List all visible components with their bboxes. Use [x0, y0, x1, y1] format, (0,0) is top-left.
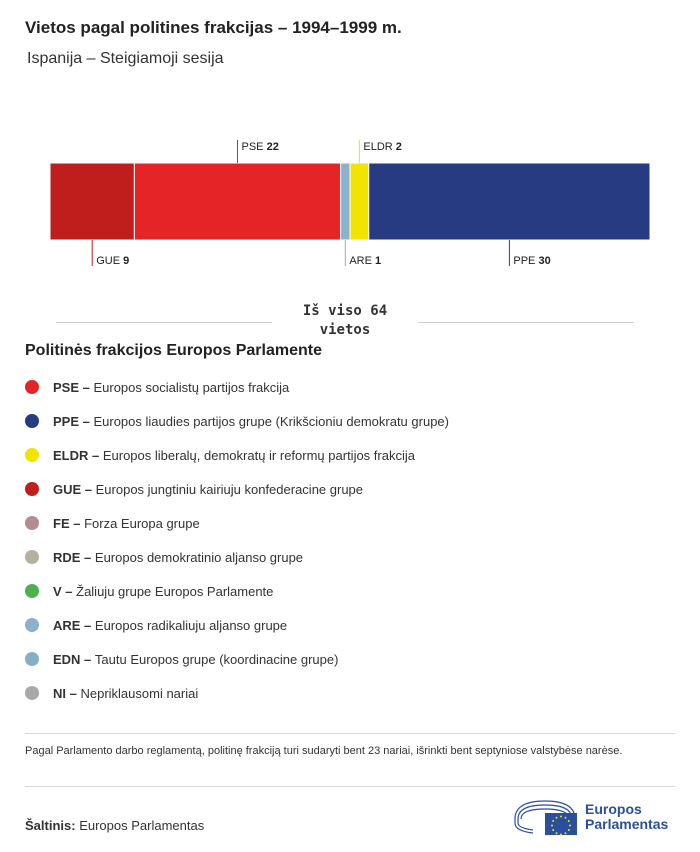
- total-divider-right: [418, 322, 634, 323]
- legend-item: [25, 370, 675, 404]
- legend-text: [53, 482, 363, 497]
- legend-description: Europos liaudies partijos grupe (Krikšcioniu demokratu grupe): [93, 413, 449, 429]
- legend-item: [25, 676, 675, 710]
- legend-text: [53, 448, 415, 463]
- legend-text: [53, 550, 303, 565]
- european-parliament-logo: [513, 797, 683, 837]
- bar-segment-pse: [134, 163, 340, 240]
- legend-swatch: [25, 550, 39, 564]
- data-label-are: ARE 1: [349, 255, 382, 267]
- footnote: Pagal Parlamento darbo reglamentą, politinę frakciją turi sudaryti bent 23 nariai, išrinkti bent septyniose valstybėse narėse.: [25, 745, 623, 757]
- legend-description: Žaliuju grupe Europos Parlamente: [76, 583, 274, 599]
- legend-item: [25, 438, 675, 472]
- bar-segment-ppe: [369, 163, 650, 240]
- legend-swatch: [25, 516, 39, 530]
- divider-bottom: [25, 786, 675, 787]
- chart-title: Vietos pagal politines frakcijas – 1994–1999 m.: [25, 18, 402, 37]
- legend-swatch: [25, 652, 39, 666]
- logo-line-2: Parlamentas: [585, 816, 669, 832]
- legend-description: Tautu Europos grupe (koordinacine grupe): [94, 651, 339, 667]
- chart-subtitle: Ispanija – Steigiamoji sesija: [27, 50, 224, 67]
- data-label-pse: PSE 22: [241, 141, 279, 153]
- stacked-bar-chart: [0, 130, 700, 280]
- legend-item: [25, 642, 675, 676]
- legend-code: NI –: [53, 685, 81, 701]
- legend-description: Europos demokratinio aljanso grupe: [94, 549, 304, 565]
- legend-swatch: [25, 482, 39, 496]
- european-parliament-logo-icon: [513, 797, 579, 837]
- legend-text: [53, 516, 200, 531]
- legend-description: Europos radikaliuju aljanso grupe: [94, 617, 288, 633]
- data-label-gue: GUE 9: [96, 255, 130, 267]
- legend-item: [25, 540, 675, 574]
- legend-swatch: [25, 584, 39, 598]
- legend-item: [25, 404, 675, 438]
- total-line-2: vietos: [319, 322, 371, 338]
- legend-code: GUE –: [53, 481, 96, 497]
- legend-code: PPE –: [53, 413, 94, 429]
- legend-code: FE –: [53, 515, 85, 531]
- legend-description: Nepriklausomi nariai: [80, 685, 199, 701]
- legend-swatch: [25, 380, 39, 394]
- legend-item: [25, 574, 675, 608]
- legend-swatch: [25, 414, 39, 428]
- total-line-1: Iš viso 64: [302, 303, 388, 319]
- bar-segment-eldr: [350, 163, 369, 240]
- legend-code: V –: [53, 583, 77, 599]
- source: [25, 818, 204, 833]
- legend-item: [25, 472, 675, 506]
- legend: [25, 370, 675, 710]
- legend-description: Forza Europa grupe: [84, 515, 200, 531]
- logo-text: [585, 802, 668, 832]
- legend-code: EDN –: [53, 651, 95, 667]
- divider-top: [25, 733, 675, 734]
- total-seats: [56, 302, 634, 342]
- legend-swatch: [25, 618, 39, 632]
- legend-swatch: [25, 448, 39, 462]
- legend-text: [53, 686, 198, 701]
- data-label-ppe: PPE 30: [513, 255, 551, 267]
- total-label: [272, 302, 418, 340]
- legend-item: [25, 506, 675, 540]
- source-value: Europos Parlamentas: [79, 818, 205, 833]
- legend-text: [53, 584, 273, 599]
- logo-line-1: Europos: [585, 801, 642, 817]
- legend-code: RDE –: [53, 549, 95, 565]
- legend-item: [25, 608, 675, 642]
- legend-code: ARE –: [53, 617, 95, 633]
- legend-title: Politinės frakcijos Europos Parlamente: [25, 342, 322, 359]
- source-label: Šaltinis:: [25, 818, 76, 833]
- legend-description: Europos jungtiniu kairiuju konfederacine grupe: [95, 481, 364, 497]
- data-label-eldr: ELDR 2: [363, 141, 402, 153]
- legend-code: ELDR –: [53, 447, 103, 463]
- legend-text: [53, 380, 289, 395]
- legend-description: Europos socialistų partijos frakcija: [93, 379, 290, 395]
- legend-swatch: [25, 686, 39, 700]
- legend-text: [53, 618, 287, 633]
- legend-text: [53, 414, 449, 429]
- bar-segment-are: [341, 163, 350, 240]
- bar-segment-gue: [50, 163, 134, 240]
- legend-code: PSE –: [53, 379, 94, 395]
- total-divider-left: [56, 322, 272, 323]
- legend-text: [53, 652, 338, 667]
- legend-description: Europos liberalų, demokratų ir reformų partijos frakcija: [102, 447, 415, 463]
